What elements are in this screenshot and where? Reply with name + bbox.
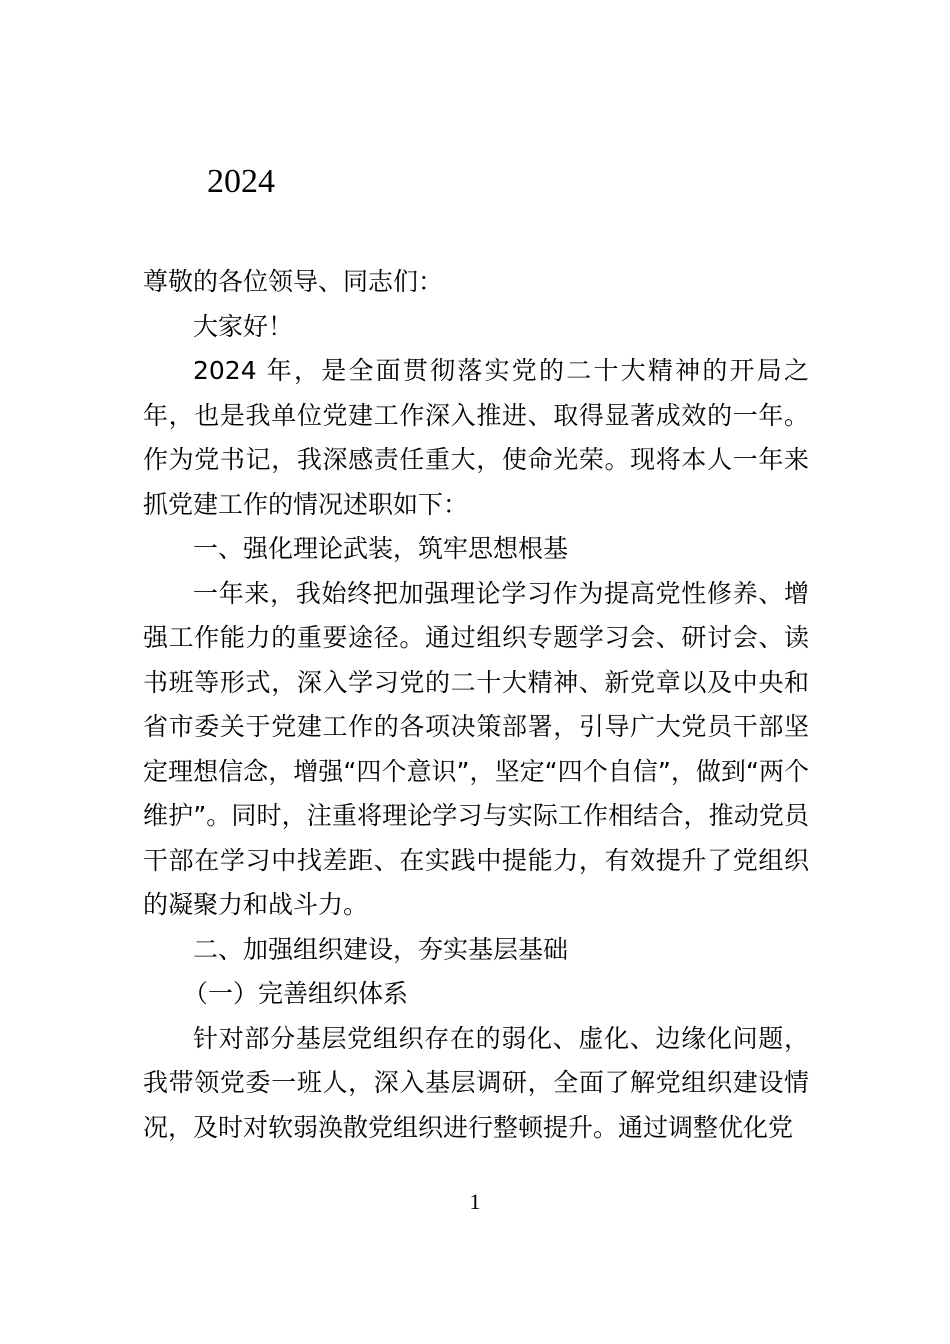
greeting: 大家好！ xyxy=(193,311,294,341)
section-heading-2: 二、加强组织建设，夯实基层基础 xyxy=(193,934,569,964)
paragraph-intro: 2024 年，是全面贯彻落实党的二十大精神的开局之年，也是我单位党建工作深入推进、取得显著成效的一年。作为党书记，我深感责任重大，使命光荣。现将本人一年来抓党建工作的情况述职如下： xyxy=(143,356,809,519)
subsection-heading-1: （一）完善组织体系 xyxy=(183,979,409,1008)
section-heading-1: 一、强化理论武装，筑牢思想根基 xyxy=(193,534,569,563)
document-body xyxy=(143,260,809,1150)
document-title: 2024 xyxy=(207,163,275,200)
page-number: 1 xyxy=(469,1189,481,1214)
paragraph-organization: 针对部分基层党组织存在的弱化、虚化、边缘化问题，我带领党委一班人，深入基层调研，全面了解党组织建设情况，及时对软弱涣散党组织进行整顿提升。通过调整优化党 xyxy=(143,1023,809,1142)
salutation: 尊敬的各位领导、同志们： xyxy=(143,267,444,296)
paragraph-theory: 一年来，我始终把加强理论学习作为提高党性修养、增强工作能力的重要途径。通过组织专题学习会、研讨会、读书班等形式，深入学习党的二十大精神、新党章以及中央和省市委关于党建工作的各项决策部署，引导广大党员干部坚定理想信念，增强“四个意识”，坚定“四个自信”，做到“两个维护”。同时，注重将理论学习与实际工作相结合，推动党员干部在学习中找差距、在实践中提能力，有效提升了党组织的凝聚力和战斗力。 xyxy=(143,578,809,919)
